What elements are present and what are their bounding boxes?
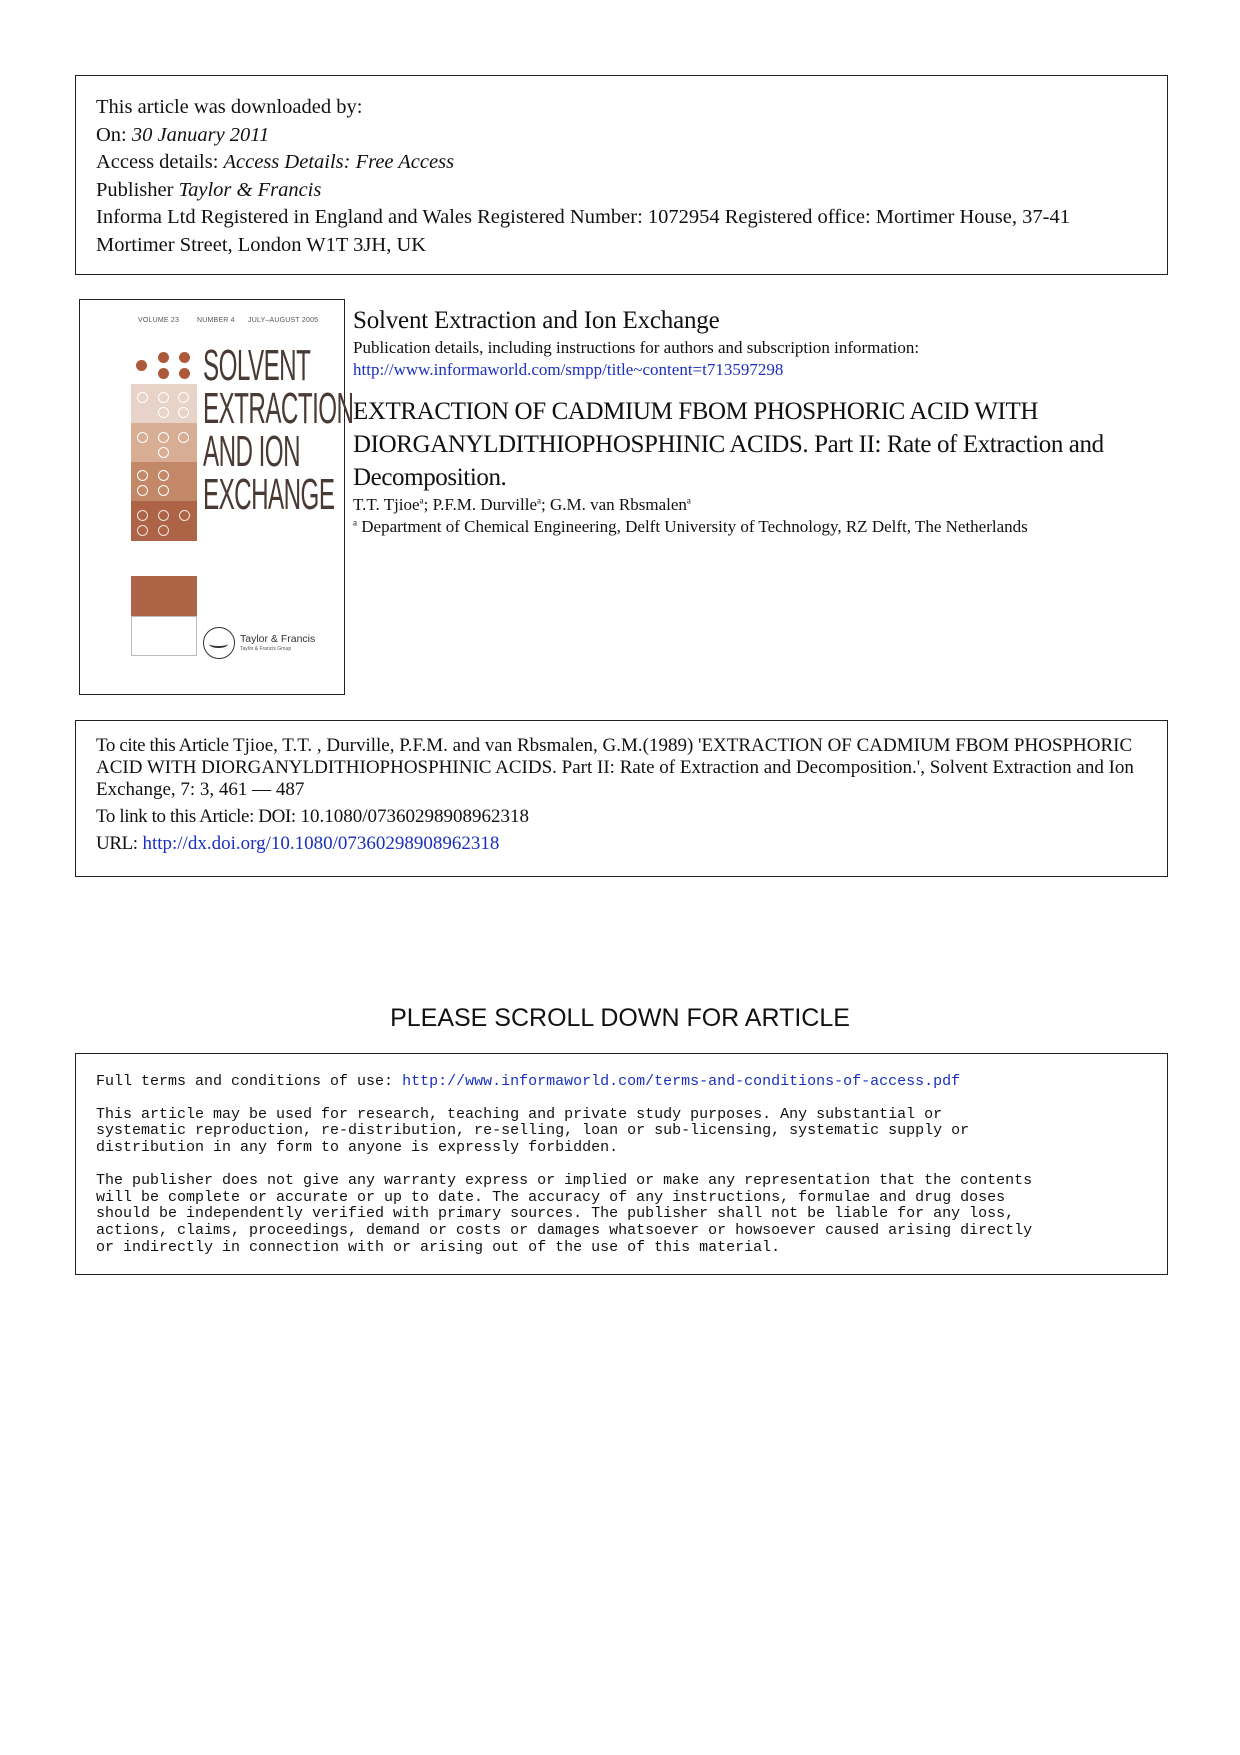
- publication-details: Publication details, including instructions for authors and subscription information:: [353, 338, 920, 357]
- cover-title-line: SOLVENT: [203, 341, 311, 390]
- download-date: 30 January 2011: [131, 123, 270, 146]
- downloaded-by-line: This article was downloaded by:: [96, 96, 363, 118]
- cover-title-line: AND ION: [203, 427, 300, 476]
- scroll-notice: PLEASE SCROLL DOWN FOR ARTICLE: [390, 1004, 850, 1032]
- affiliation: Department of Chemical Engineering, Delft University of Technology, RZ Delft, The Netherlands: [361, 517, 1028, 536]
- cover-color-block: [131, 576, 197, 616]
- journal-title: Solvent Extraction and Ion Exchange: [353, 307, 720, 334]
- cover-dot: [137, 510, 148, 521]
- access-label: Access details:: [96, 151, 224, 173]
- author-name: P.F.M. Durville: [432, 495, 537, 514]
- url-label: URL:: [96, 833, 138, 854]
- cover-dot: [179, 352, 190, 363]
- cover-dot: [158, 407, 169, 418]
- access-value: Access Details: Free Access: [223, 151, 455, 173]
- doi-value: 10.1080/07360298908962318: [300, 806, 530, 827]
- cite-text: Tjioe, T.T. , Durville, P.F.M. and van Rbsmalen, G.M.(1989) 'EXTRACTION OF CADMIUM FBOM PHOSPHORIC ACID WITH DIORGANYLDITHIOPHOSPHINIC ACIDS. Part II: Rate of Extraction and Decomposition.', Solvent Extraction and Ion Exchange, 7: 3, 461 — 487: [96, 735, 1134, 800]
- cover-number: NUMBER 4: [197, 317, 235, 324]
- cover-dot: [158, 352, 169, 363]
- url-line: [96, 833, 1147, 855]
- terms-box: [75, 1053, 1168, 1275]
- cover-dot: [178, 392, 189, 403]
- affiliation-mark: a: [419, 495, 424, 506]
- terms-label: Full terms and conditions of use:: [96, 1073, 403, 1090]
- cover-dot: [158, 470, 169, 481]
- cover-dot: [158, 510, 169, 521]
- cover-date: JULY–AUGUST 2005: [248, 317, 319, 324]
- cover-dot: [137, 470, 148, 481]
- cover-publisher-sub: Taylor & Francis Group: [240, 646, 292, 652]
- journal-cover: [79, 299, 354, 695]
- taylor-francis-logo-icon: [203, 627, 235, 659]
- citation: [96, 735, 1147, 801]
- cite-label: To cite this Article: [96, 735, 229, 756]
- cover-dot: [158, 368, 169, 379]
- cover-dot: [179, 510, 190, 521]
- on-label: On:: [96, 123, 132, 146]
- terms-paragraph: This article may be used for research, teaching and private study purposes. Any substantial or systematic reproduction, re-distribution, re-selling, loan or sub-licensing, systematic supply or distribution in any form to anyone is expressly forbidden.: [96, 1105, 970, 1157]
- cover-dot: [158, 392, 169, 403]
- doi-line: [96, 806, 1147, 828]
- download-date-line: [96, 122, 1147, 150]
- access-details-line: [96, 149, 1147, 177]
- cover-dot: [158, 447, 169, 458]
- cover-dot: [158, 525, 169, 536]
- terms-paragraph: The publisher does not give any warranty express or implied or make any representation that the contents will be complete or accurate or up to date. The accuracy of any instructions, formulae and drug doses should be independently verified with primary sources. The publisher shall not be liable for any loss, actions, claims, proceedings, demand or costs or damages whatsoever or howsoever caused arising directly or indirectly in connection with or arising out of the use of this material.: [96, 1171, 1033, 1256]
- citation-box: [75, 720, 1168, 877]
- cover-white-block: [131, 616, 197, 656]
- download-info-box: [75, 75, 1168, 275]
- article-title: EXTRACTION OF CADMIUM FBOM PHOSPHORIC ACID WITH DIORGANYLDITHIOPHOSPHINIC ACIDS. Part II: Rate of Extraction and Decomposition.: [353, 398, 1104, 491]
- cover-dot: [178, 432, 189, 443]
- registered-office: Informa Ltd Registered in England and Wales Registered Number: 1072954 Registered office: Mortimer House, 37-41 Mortimer Street, London W1T 3JH, UK: [96, 206, 1070, 256]
- affiliation-line: [353, 516, 1173, 538]
- cover-dot: [137, 392, 148, 403]
- article-metadata: [353, 305, 1173, 538]
- cover-dot: [137, 485, 148, 496]
- cover-title: [203, 341, 354, 519]
- terms-line: [96, 1074, 1147, 1091]
- cover-title-line: EXTRACTION: [203, 384, 354, 433]
- cover-dot: [136, 360, 147, 371]
- cover-dot: [179, 368, 190, 379]
- publisher-line: [96, 177, 1147, 205]
- cover-dot: [158, 485, 169, 496]
- publisher-label: Publisher: [96, 178, 179, 201]
- cover-title-line: EXCHANGE: [203, 470, 335, 519]
- cover-publisher: Taylor & Francis: [240, 633, 316, 645]
- cover-dot: [137, 525, 148, 536]
- publisher-value: Taylor & Francis: [178, 178, 322, 201]
- author-name: T.T. Tjioe: [353, 495, 420, 514]
- author-name: G.M. van Rbsmalen: [549, 495, 687, 514]
- affiliation-mark: a: [353, 517, 357, 528]
- publication-url-link[interactable]: http://www.informaworld.com/smpp/title~content=t713597298: [353, 360, 784, 379]
- affiliation-mark: a: [537, 495, 541, 506]
- doi-url-link[interactable]: http://dx.doi.org/10.1080/07360298908962318: [142, 833, 500, 854]
- cover-dot: [178, 407, 189, 418]
- author-list: T.T. Tjioe$^a$; P.F.M. Durville$^a$; G.M. van Rbsmalen$^a$: [353, 495, 691, 514]
- link-label: To link to this Article: DOI:: [96, 806, 296, 827]
- cover-dot: [158, 432, 169, 443]
- cover-dot: [137, 432, 148, 443]
- affiliation-mark: a: [686, 495, 691, 506]
- cover-volume: VOLUME 23: [138, 317, 180, 324]
- terms-url-link[interactable]: http://www.informaworld.com/terms-and-conditions-of-access.pdf: [402, 1073, 961, 1090]
